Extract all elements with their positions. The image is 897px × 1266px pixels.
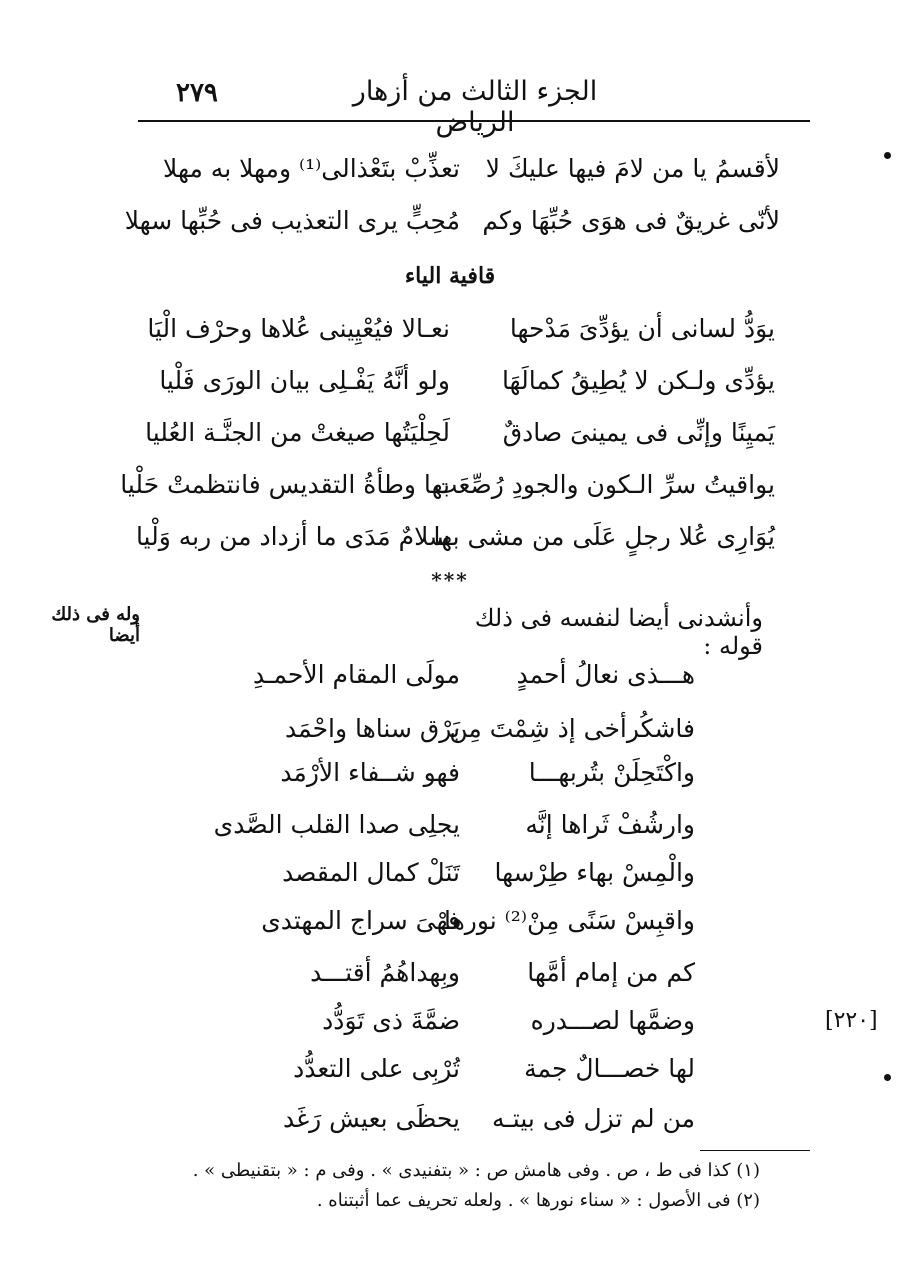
poem-hemistich-first: لها خصـــالٌ جمة (524, 1054, 695, 1083)
poem-hemistich-first: هـــذى نعالُ أحمدٍ (516, 660, 695, 689)
poem-hemistich-second: يحظَى بعيش رَغَد (282, 1104, 460, 1133)
page-reference: [٢٢٠] (825, 1008, 878, 1033)
poem-hemistich-second: فهْىَ سراج المهتدى (261, 906, 460, 935)
verse-hemistich-first: يواقيتُ سرِّ الـكون والجودِ رُصِّعَت (433, 470, 775, 499)
margin-note: وله فى ذلك أيضا (51, 604, 140, 646)
poem-hemistich-first: كم من إمام أمَّها (527, 958, 695, 987)
running-title: الجزء الثالث من أزهار الرياض (352, 76, 598, 138)
poem-hemistich-first: وضمَّها لصـــدره (530, 1006, 695, 1035)
poem-hemistich-first: والْمِسْ بهاء طِرْسها (494, 858, 695, 887)
poem-hemistich-first: من لم تزل فى بيتـه (492, 1104, 695, 1133)
section-heading: قافية الياء (404, 263, 496, 289)
verse-hemistich-first: لأنّى غريقٌ فى هوَى حُبِّهَا وكم (482, 206, 780, 235)
margin-dot (884, 152, 891, 159)
verse-hemistich-second: لَحِلْيَتُها صيغتْ من الجنَّـة العُليا (145, 418, 450, 447)
section-separator: *** (431, 568, 469, 592)
poem-hemistich-second: وبِهداهُمُ أقتـــد (310, 958, 460, 987)
poem-hemistich-second: مولَى المقام الأحمـدِ (253, 660, 460, 689)
poem-hemistich-second: بَرْق سناها واحْمَد (285, 714, 460, 743)
poem-hemistich-first: فاشكُرأخى إذ شِمْتَ مِن (449, 714, 695, 743)
poem-hemistich-second: تَنَلْ كمال المقصد (282, 858, 460, 887)
verse-hemistich-second: مُحِبٍّ يرى التعذيب فى حُبِّها سهلا (124, 206, 460, 235)
poem-hemistich-second: فهو شــفاء الأرْمَد (280, 758, 460, 787)
footnote-rule (700, 1150, 810, 1151)
poem-hemistich-first: واقبِسْ سَنًى مِنْ⁽²⁾ نورها (443, 906, 695, 935)
page-number: ٢٧٩ (176, 78, 218, 108)
verse-hemistich-second: سلامٌ مَدَى ما أزداد من ربه وَلْيا (135, 522, 450, 551)
verse-hemistich-second: نعـالا فيُعْيِينى عُلاها وحرْف الْيَا (147, 314, 450, 343)
verse-hemistich-first: يُوَارِى عُلا رجلٍ عَلَى من مشى بها (433, 522, 775, 551)
poem-hemistich-second: ضمَّةَ ذى تَوَدُّد (322, 1006, 460, 1035)
verse-hemistich-second: تعذِّبْ بتَعْذالى⁽¹⁾ ومهلا به مهلا (163, 154, 460, 183)
verse-hemistich-first: يؤدِّى ولـكن لا يُطِيقُ كمالَهَا (501, 366, 775, 395)
poem-hemistich-second: تُرْبِى على التعدُّد (293, 1054, 460, 1083)
intro-line: وأنشدنى أيضا لنفسه فى ذلك قوله : (474, 604, 763, 660)
poem-hemistich-first: واكْتَحِلَنْ بتُربهـــا (528, 758, 695, 787)
verse-hemistich-first: يوَدُّ لسانى أن يؤدِّىَ مَدْحها (509, 314, 775, 343)
poem-hemistich-first: وارشُفْ ثَراها إنَّه (525, 810, 695, 839)
verse-hemistich-second: ولو أنَّهُ يَفْـلِى بيان الورَى فَلْيا (159, 366, 450, 395)
verse-hemistich-first: يَميِنًا وإنِّى فى يمينىَ صادقٌ (502, 418, 775, 447)
footnote: (١) كذا فى ط ، ص . وفى هامش ص : « بتفنيدى » . وفى م : « بتقنيطى » . (192, 1160, 760, 1181)
verse-hemistich-second: بها وطأةُ التقديس فانتظمتْ حَلْيا (120, 470, 450, 499)
poem-hemistich-second: يجلِى صدا القلب الصَّدى (213, 810, 460, 839)
verse-hemistich-first: لأقسمُ يا من لامَ فيها عليكَ لا (485, 154, 780, 183)
footnote: (٢) فى الأصول : « سناء نورها » . ولعله تحريف عما أثبتناه . (316, 1190, 760, 1211)
header-rule (138, 120, 810, 122)
margin-dot (884, 1074, 891, 1081)
